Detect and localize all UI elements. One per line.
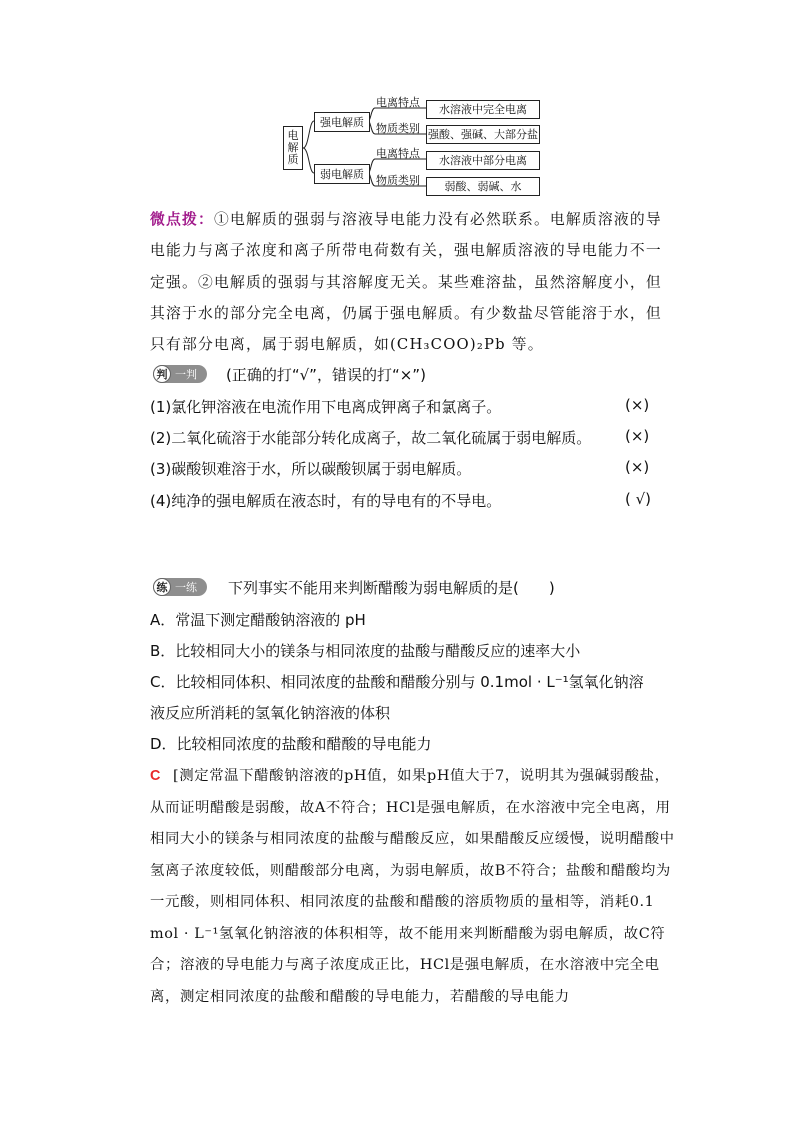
judge-tag: [153, 365, 207, 383]
judge-item-1: (1)氯化钾溶液在电流作用下电离成钾离子和氯离子。: [150, 398, 502, 416]
tip-paragraph: [150, 204, 677, 360]
weak-feature-box: 水溶液中部分电离: [426, 151, 540, 170]
practice-question: 下列事实不能用来判断醋酸为弱电解质的是( ): [228, 579, 555, 597]
strong-feature-label: 电离特点: [376, 96, 420, 109]
answer-explanation: [150, 761, 677, 1013]
explanation-text: [测定常温下醋酸钠溶液的pH值，如果pH值大于7，说明其为强碱弱酸盐，从而证明醋酸是弱酸，故A不符合；HCl是强电解质，在水溶液中完全电离，用相同大小的镁条与相同浓度的盐酸与醋酸反应，如果醋酸反应缓慢，说明醋酸中氢离子浓度较低，则醋酸部分电离，为弱电解质，故B不符合；盐酸和醋酸均为一元酸，则相同体积、相同浓度的盐酸和醋酸的溶质物质的量相等，消耗0.1 mol · L⁻¹氢氧化钠溶液的体积相等，故不能用来判断醋酸为弱电解质，故C符合；溶液的导电能力与离子浓度成正比，HCl是强电解质，在水溶液中完全电离，测定相同浓度的盐酸和醋酸的导电能力，若醋酸的导电能力: [150, 768, 675, 1005]
judge-instruction: (正确的打“√”，错误的打“×”): [226, 366, 426, 384]
tip-body: ①电解质的强弱与溶液导电能力没有必然联系。电解质溶液的导电能力与离子浓度和离子所带电荷数有关，强电解质溶液的导电能力不一定强。②电解质的强弱与其溶解度无关。某些难溶盐，虽然溶解度小，但其溶于水的部分完全电离，仍属于强电解质。有少数盐尽管能溶于水，但只有部分电离，属于弱电解质，如(CH₃COO)₂Pb 等。: [150, 211, 662, 354]
judge-item-2: (2)二氧化硫溶于水能部分转化成离子，故二氧化硫属于弱电解质。: [150, 429, 592, 447]
judge-tag-head: 判: [153, 365, 171, 383]
practice-tag: [153, 578, 207, 596]
judge-mark-3: (×): [625, 458, 650, 476]
judge-mark-4: ( √): [625, 490, 652, 508]
judge-item-3: (3)碳酸钡难溶于水，所以碳酸钡属于弱电解质。: [150, 460, 472, 478]
strong-category-label: 物质类别: [376, 122, 420, 135]
judge-mark-1: (×): [625, 396, 650, 414]
judge-mark-2: (×): [625, 427, 650, 445]
practice-tag-head: 练: [153, 578, 171, 596]
weak-category-label: 物质类别: [376, 174, 420, 187]
option-c-line2: 液反应所消耗的氢氧化钠溶液的体积: [150, 704, 391, 722]
option-a: A．常温下测定醋酸钠溶液的 pH: [150, 611, 366, 629]
weak-electrolyte-box: 弱电解质: [314, 164, 370, 184]
option-b: B．比较相同大小的镁条与相同浓度的盐酸与醋酸反应的速率大小: [150, 642, 581, 660]
weak-category-box: 弱酸、弱碱、水: [426, 177, 540, 196]
judge-item-4: (4)纯净的强电解质在液态时，有的导电有的不导电。: [150, 492, 502, 510]
judge-tag-text: 一判: [175, 368, 197, 381]
strong-electrolyte-box: 强电解质: [314, 112, 370, 132]
option-d: D．比较相同浓度的盐酸和醋酸的导电能力: [150, 735, 432, 753]
strong-feature-box: 水溶液中完全电离: [426, 100, 540, 119]
answer-key: C: [150, 768, 161, 784]
practice-tag-text: 一练: [175, 581, 197, 594]
option-c-line1: C．比较相同体积、相同浓度的盐酸和醋酸分别与 0.1mol · L⁻¹氢氧化钠溶: [150, 673, 644, 691]
electrolyte-root-box: 电解质: [283, 126, 303, 170]
tip-title: 微点拨：: [150, 211, 214, 228]
weak-feature-label: 电离特点: [376, 147, 420, 160]
strong-category-box: 强酸、强碱、大部分盐: [426, 125, 540, 144]
